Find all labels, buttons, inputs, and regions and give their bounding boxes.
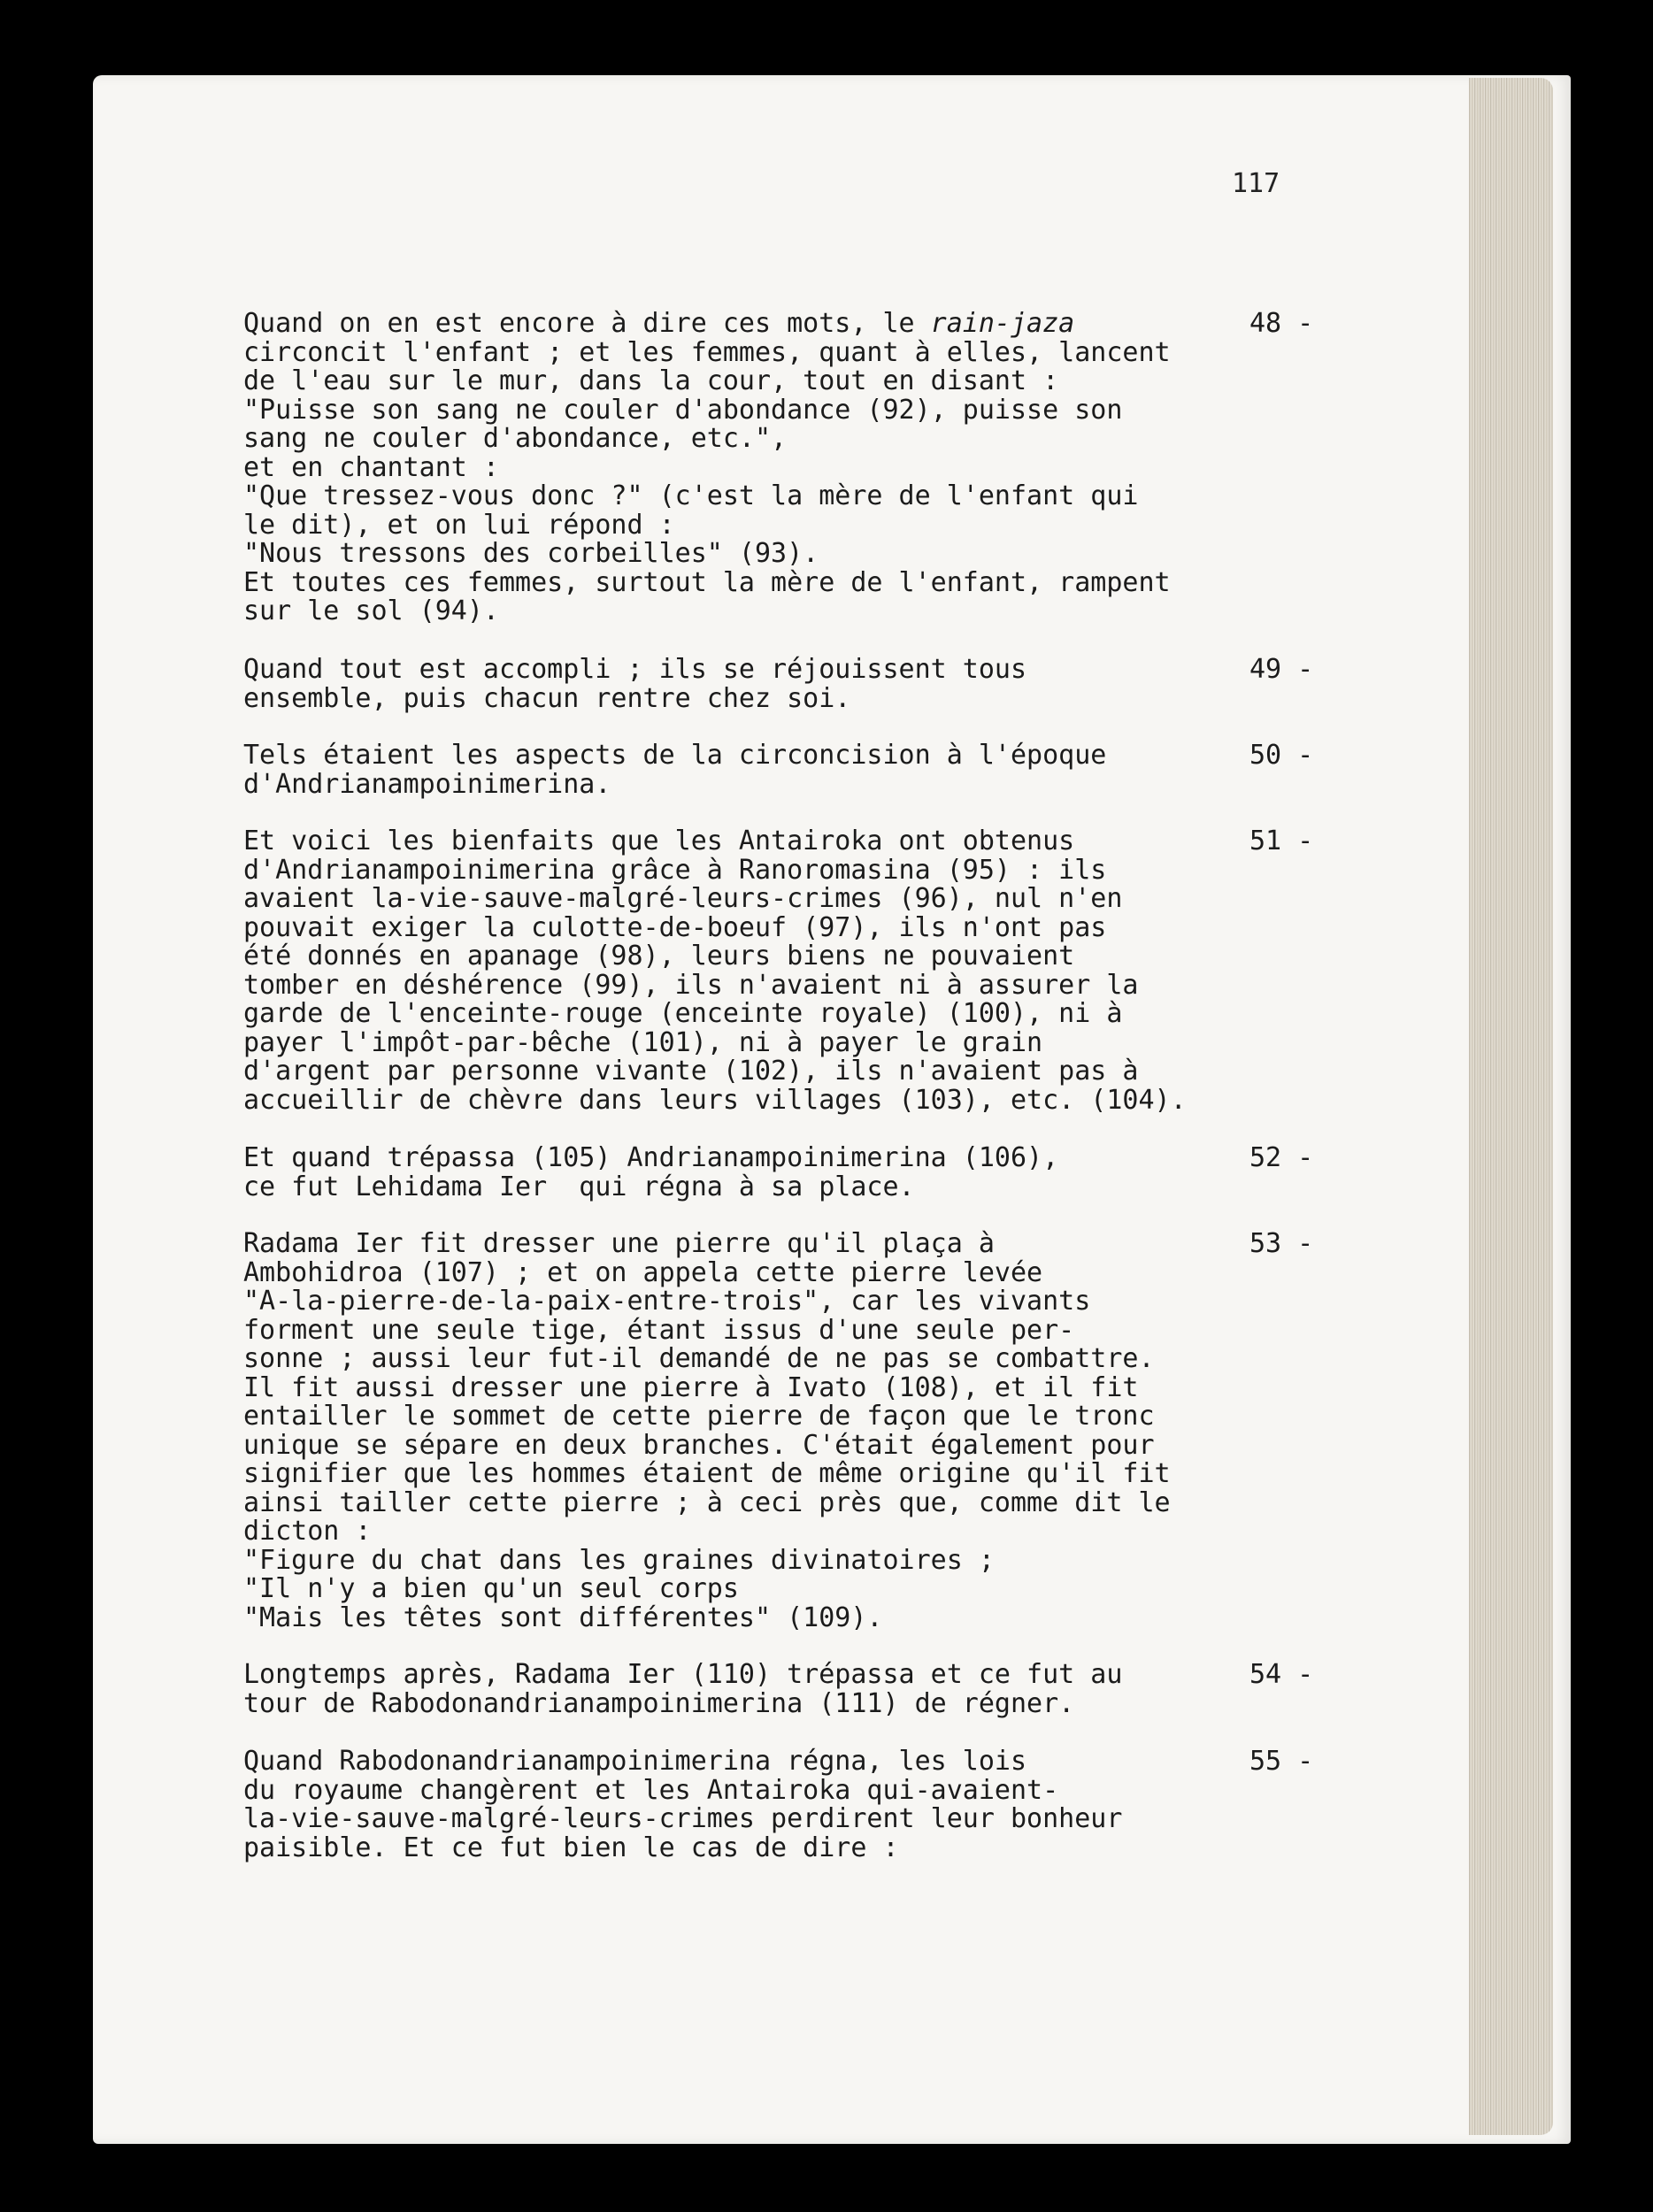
text-line: accueillir de chèvre dans leurs villages (103), etc. (104). (243, 1084, 1187, 1116)
text-line: "A-la-pierre-de-la-paix-entre-trois", car les vivants (243, 1286, 1091, 1317)
text-line: Ambohidroa (107) ; et on appela cette pierre levée (243, 1256, 1043, 1288)
paragraph-54 (243, 1659, 1314, 1719)
text-line: payer l'impôt-par-bêche (101), ni à payer le grain (243, 1026, 1043, 1058)
text-line: "Il n'y a bien qu'un seul corps (243, 1573, 739, 1604)
text-line: Et voici les bienfaits que les Antairoka ont obtenus (243, 826, 1075, 856)
paragraph-55 (243, 1746, 1314, 1863)
paragraph-49 (243, 654, 1314, 714)
text-line: d'Andrianampoinimerina. (243, 768, 611, 800)
text-line: paisible. Et ce fut bien le cas de dire : (243, 1832, 899, 1863)
text-line-start: Quand on en est encore à dire ces mots, le (243, 308, 931, 339)
paragraph-number: 55 - (1249, 1746, 1314, 1777)
text-line: "Figure du chat dans les graines divinatoires ; (243, 1544, 995, 1576)
text-line: circoncit l'enfant ; et les femmes, quant à elles, lancent (243, 336, 1171, 368)
text-line: tour de Rabodonandrianampoinimerina (111) de régner. (243, 1687, 1075, 1719)
text-line: du royaume changèrent et les Antairoka qui-avaient- (243, 1774, 1059, 1806)
text-line: tomber en déshérence (99), ils n'avaient ni à assurer la (243, 969, 1139, 1001)
text-line: ensemble, puis chacun rentre chez soi. (243, 682, 851, 714)
page-stack-edge (1469, 78, 1553, 2135)
paragraph-50 (243, 740, 1314, 800)
paragraph-48 (243, 308, 1314, 626)
text-line: sang ne couler d'abondance, etc.", (243, 423, 788, 454)
paragraph-number: 52 - (1249, 1142, 1314, 1173)
paragraph-53 (243, 1228, 1314, 1633)
text-line: de l'eau sur le mur, dans la cour, tout en disant : (243, 365, 1059, 396)
page-number: 117 (1232, 168, 1280, 199)
text-line: le dit), et on lui répond : (243, 509, 675, 541)
text-line: "Nous tressons des corbeilles" (93). (243, 538, 819, 569)
text-line: ce fut Lehidama Ier qui régna à sa place. (243, 1171, 915, 1202)
text-line: Tels étaient les aspects de la circoncision à l'époque (243, 740, 1107, 771)
paragraph-number: 49 - (1249, 654, 1314, 685)
text-line (243, 310, 1243, 339)
text-line: Quand Rabodonandrianampoinimerina régna, les lois (243, 1746, 1027, 1777)
text-line: la-vie-sauve-malgré-leurs-crimes perdirent leur bonheur (243, 1803, 1123, 1834)
text-line: pouvait exiger la culotte-de-boeuf (97), ils n'ont pas (243, 911, 1107, 943)
paragraph-number: 53 - (1249, 1228, 1314, 1259)
text-line: Et toutes ces femmes, surtout la mère de l'enfant, rampent (243, 566, 1171, 598)
text-line: signifier que les hommes étaient de même origine qu'il fit (243, 1458, 1171, 1489)
text-line: et en chantant : (243, 451, 499, 483)
text-line: "Que tressez-vous donc ?" (c'est la mère de l'enfant qui (243, 480, 1139, 511)
text-line: Quand tout est accompli ; ils se réjouissent tous (243, 654, 1027, 685)
text-line: dicton : (243, 1516, 372, 1547)
paragraph-number: 48 - (1249, 308, 1314, 339)
paragraph-52 (243, 1142, 1314, 1202)
text-line: été donnés en apanage (98), leurs biens ne pouvaient (243, 941, 1075, 972)
text-line: d'Andrianampoinimerina grâce à Ranoromasina (95) : ils (243, 854, 1107, 886)
text-line: avaient la-vie-sauve-malgré-leurs-crimes (96), nul n'en (243, 883, 1123, 914)
text-line: "Puisse son sang ne couler d'abondance (92), puisse son (243, 394, 1123, 426)
text-line: unique se sépare en deux branches. C'était également pour (243, 1429, 1155, 1461)
text-line: sur le sol (94). (243, 595, 499, 626)
paragraph-51 (243, 826, 1314, 1116)
paragraph-number: 51 - (1249, 826, 1314, 856)
text-line: Longtemps après, Radama Ier (110) trépassa et ce fut au (243, 1659, 1123, 1690)
text-line: Et quand trépassa (105) Andrianampoinimerina (106), (243, 1142, 1059, 1173)
text-line: d'argent par personne vivante (102), ils n'avaient pas à (243, 1056, 1139, 1087)
text-line: garde de l'enceinte-rouge (enceinte royale) (100), ni à (243, 998, 1123, 1029)
text-line: entailler le sommet de cette pierre de façon que le tronc (243, 1401, 1155, 1432)
paragraph-number: 50 - (1249, 740, 1314, 771)
text-line: sonne ; aussi leur fut-il demandé de ne pas se combattre. (243, 1343, 1155, 1374)
text-line: "Mais les têtes sont différentes" (109). (243, 1601, 883, 1633)
text-line: ainsi tailler cette pierre ; à ceci près que, comme dit le (243, 1486, 1171, 1518)
text-line: Radama Ier fit dresser une pierre qu'il plaça à (243, 1228, 995, 1259)
paragraph-number: 54 - (1249, 1659, 1314, 1690)
italic-term: rain-jaza (930, 308, 1075, 339)
text-line: Il fit aussi dresser une pierre à Ivato (108), et il fit (243, 1371, 1139, 1403)
text-line: forment une seule tige, étant issus d'une seule per- (243, 1314, 1075, 1346)
